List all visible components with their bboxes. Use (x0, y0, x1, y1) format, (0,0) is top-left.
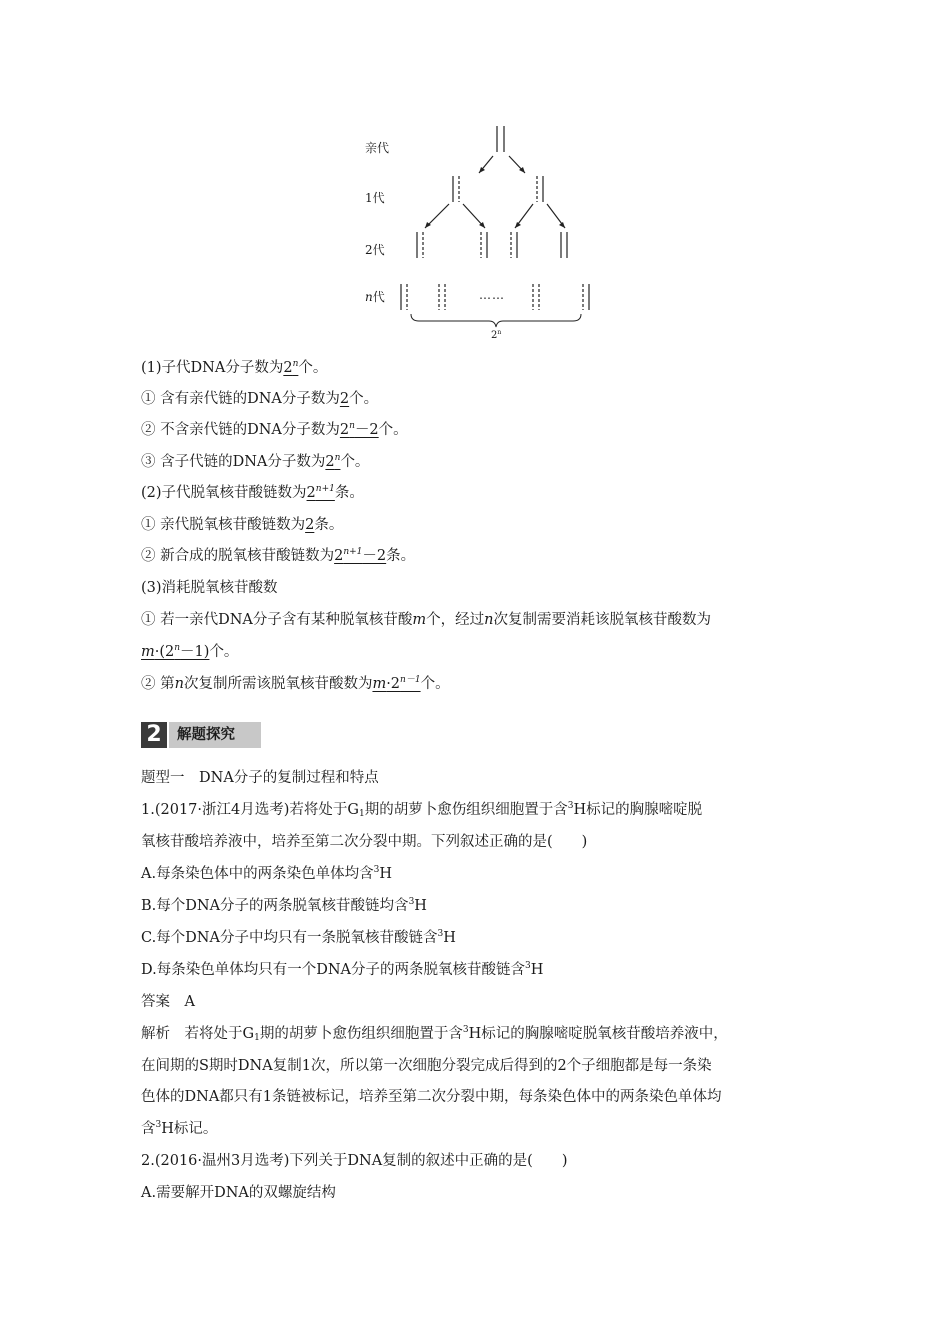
problem2-line: 2.(2016·温州3月选考)下列关于DNA复制的叙述中正确的是( ) (141, 1153, 568, 1169)
label-gen-n: n代 (365, 290, 385, 304)
q1c-line: ③ 含子代链的DNA分子数为2$^n$个。 (141, 453, 370, 470)
q2a-line: ① 亲代脱氧核苷酸链数为2条。 (141, 517, 344, 533)
q3b-line: ② 第n次复制所需该脱氧核苷酸数为$m\cdot 2^{n-1}$个。 (141, 675, 450, 692)
option-b: B.每个DNA分子的两条脱氧核苷酸链均含$^3$H (141, 897, 427, 914)
replication-tree (355, 118, 605, 348)
q1b-line: ② 不含亲代链的DNA分子数为$2^n-2$个。 (141, 421, 408, 438)
problem2-option-a: A.需要解开DNA的双螺旋结构 (141, 1185, 336, 1201)
section-banner (141, 722, 261, 748)
q3a-answer-line: $m\cdot(2^n-1)$个。 (141, 643, 239, 660)
q2b-line: ② 新合成的脱氧核苷酸链数为$2^{n+1}-2$条。 (141, 547, 416, 564)
q3-line: (3)消耗脱氧核苷酸数 (141, 580, 278, 596)
label-parent: 亲代 (365, 141, 390, 155)
problem1-line1: 1.(2017·浙江4月选考)若将处于$G_1$期的胡萝卜愈伤组织细胞置于含$^3$H标记的胸腺嘧啶脱 (141, 801, 703, 819)
brace-label: 2$^n$ (491, 329, 502, 341)
explanation-line2: 在间期的S期时DNA复制1次，所以第一次细胞分裂完成后得到的2个子细胞都是每一条染 (141, 1058, 712, 1074)
q2-line: (2)子代脱氧核苷酸链数为$2^{n+1}$条。 (141, 484, 364, 501)
answer-line: 答案 A (141, 994, 195, 1010)
dots-ellipsis: …… (479, 288, 505, 302)
q1-line: (1)子代DNA分子数为2$^n$个。 (141, 359, 328, 376)
dna-replication-diagram (355, 118, 605, 348)
label-gen1: 1代 (365, 191, 385, 205)
q3a-line: ① 若一亲代DNA分子含有某种脱氧核苷酸m个，经过n次复制需要消耗该脱氧核苷酸数为 (141, 612, 711, 628)
explanation-line3: 色体的DNA都只有1条链被标记，培养至第二次分裂中期，每条染色体中的两条染色单体均 (141, 1089, 722, 1105)
question-type-heading: 题型一 DNA分子的复制过程和特点 (141, 770, 379, 786)
explanation-line1: 解析 若将处于$G_1$期的胡萝卜愈伤组织细胞置于含$^3$H标记的胸腺嘧啶脱氧核苷酸培养液中， (141, 1025, 728, 1043)
section-title: 解题探究 (169, 722, 261, 748)
q1a-line: ① 含有亲代链的DNA分子数为2个。 (141, 391, 379, 407)
option-c: C.每个DNA分子中均只有一条脱氧核苷酸链含$^3$H (141, 929, 456, 946)
option-a: A.每条染色体中的两条染色单体均含$^3$H (141, 865, 392, 882)
explanation-line4: 含$^3$H标记。 (141, 1120, 218, 1137)
section-number: 2 (141, 722, 167, 748)
problem1-line2: 氧核苷酸培养液中，培养至第二次分裂中期。下列叙述正确的是( ) (141, 834, 588, 850)
label-gen2: 2代 (365, 243, 385, 257)
option-d: D.每条染色单体均只有一个DNA分子的两条脱氧核苷酸链含$^3$H (141, 961, 544, 978)
